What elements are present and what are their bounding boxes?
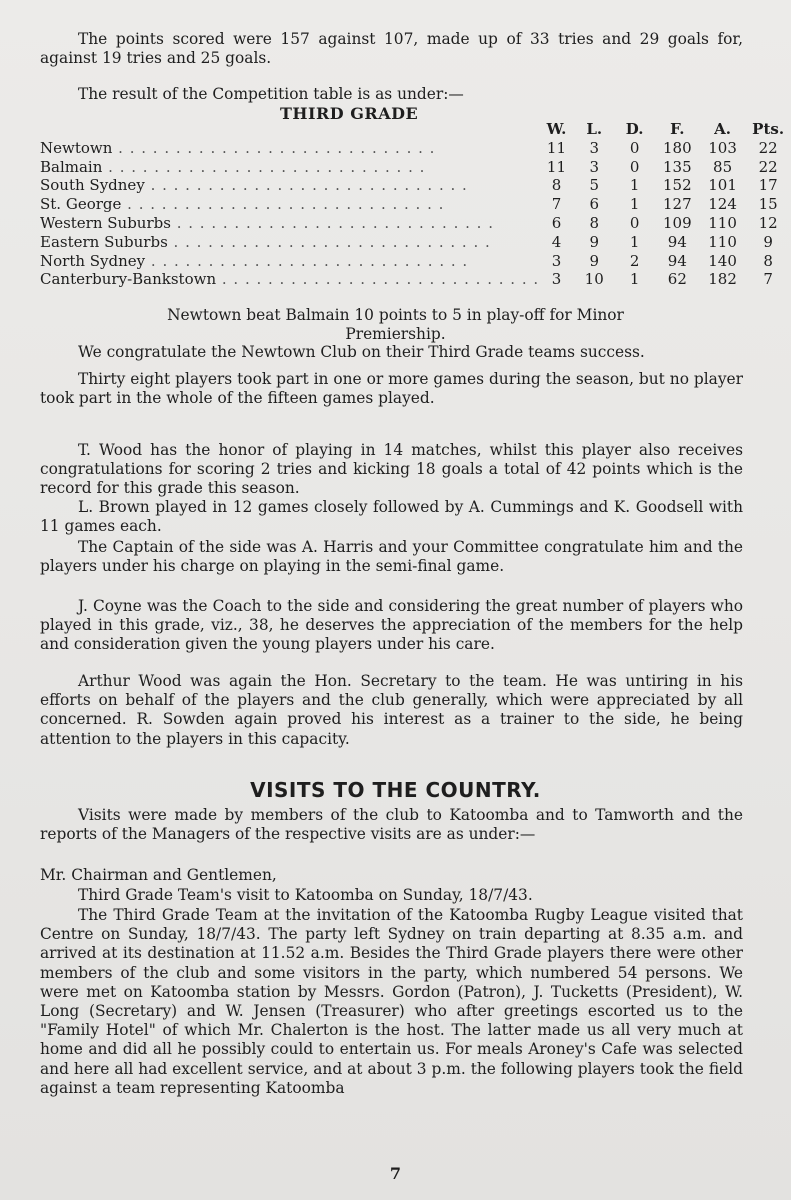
stat-cell-f: 135 bbox=[663, 157, 692, 176]
team-name: Balmain bbox=[40, 157, 103, 176]
header-drawn: D. bbox=[625, 120, 644, 138]
leader-dots: . . . . . . . . . . . . . . . . . . . . . . . . . . . . bbox=[121, 195, 445, 214]
stat-cell-l: 3 bbox=[589, 157, 599, 176]
leader-dots: . . . . . . . . . . . . . . . . . . . . . . . . . . . . bbox=[102, 157, 426, 176]
stat-cell-f: 94 bbox=[667, 232, 687, 251]
paragraph-coach: J. Coyne was the Coach to the side and considering the great number of players who played in this grade, viz., 38, he deserves the appreciation of the members for the help and consideration given the young players under his care. bbox=[40, 597, 743, 654]
leader-dots: . . . . . . . . . . . . . . . . . . . . . . . . . . . . bbox=[167, 232, 491, 251]
visits-heading: VISITS TO THE COUNTRY. bbox=[250, 778, 541, 802]
stat-cell-l: 8 bbox=[589, 213, 599, 232]
stat-cell-f: 62 bbox=[667, 270, 687, 289]
visits-subtitle: Third Grade Team's visit to Katoomba on Sunday, 18/7/43. bbox=[78, 886, 533, 904]
header-won: W. bbox=[546, 120, 567, 138]
stat-cell-f: 127 bbox=[663, 195, 692, 214]
leader-dots: . . . . . . . . . . . . . . . . . . . . . . . . . . . . bbox=[112, 138, 436, 157]
stat-cell-f: 152 bbox=[663, 176, 692, 195]
table-row bbox=[40, 252, 791, 271]
team-name: Western Suburbs bbox=[40, 213, 171, 232]
stat-cell-d: 2 bbox=[629, 251, 640, 270]
stat-cell-d: 0 bbox=[629, 138, 640, 157]
leader-dots: . . . . . . . . . . . . . . . . . . . . . . . . . . . . bbox=[170, 213, 494, 232]
stat-cell-w: 4 bbox=[551, 232, 562, 251]
team-name-cell bbox=[40, 214, 539, 233]
table-body bbox=[40, 139, 791, 289]
table-row bbox=[40, 233, 791, 252]
paragraph-players-count: Thirty eight players took part in one or more games during the season, but no player took part in the whole of the fifteen games played. bbox=[40, 370, 743, 408]
visits-salutation: Mr. Chairman and Gentlemen, bbox=[40, 866, 277, 884]
stat-cell-pts: 7 bbox=[763, 270, 773, 289]
stat-cell-d: 1 bbox=[629, 195, 640, 214]
table-header-row bbox=[40, 120, 791, 139]
team-name: Eastern Suburbs bbox=[40, 232, 168, 251]
stat-cell-d: 1 bbox=[629, 176, 640, 195]
table-row bbox=[40, 176, 791, 195]
intro-points-paragraph: The points scored were 157 against 107, made up of 33 tries and 29 goals for, against 19 tries and 25 goals. bbox=[40, 30, 743, 67]
leader-dots: . . . . . . . . . . . . . . . . . . . . . . . . . . . . bbox=[216, 270, 540, 289]
stat-cell-l: 10 bbox=[584, 270, 604, 289]
stat-cell-d: 1 bbox=[629, 270, 640, 289]
stat-cell-a: 85 bbox=[713, 157, 733, 176]
stat-cell-a: 103 bbox=[708, 138, 737, 157]
leader-dots: . . . . . . . . . . . . . . . . . . . . . . . . . . . . bbox=[145, 251, 469, 270]
team-name: Newtown bbox=[40, 138, 113, 157]
stat-cell-d: 0 bbox=[629, 157, 640, 176]
stat-cell-d: 1 bbox=[629, 232, 640, 251]
stat-cell-l: 9 bbox=[589, 251, 599, 270]
stat-cell-l: 5 bbox=[589, 176, 599, 195]
table-row bbox=[40, 214, 791, 233]
team-name-cell bbox=[40, 252, 539, 271]
competition-table bbox=[40, 120, 791, 289]
paragraph-t-wood: T. Wood has the honor of playing in 14 matches, whilst this player also receives congratulations for scoring 2 tries and kicking 18 goals a total of 42 points which is the record for this grade this season. bbox=[40, 441, 743, 498]
visits-body: The Third Grade Team at the invitation of the Katoomba Rugby League visited that Centre on Sunday, 18/7/43. The party left Sydney on train departing at 8.35 a.m. and arrived at its destination at 11.52 a.m. Besides the Third Grade players there were other members of the club and some visitors in the party, which numbered 54 persons. We were met on Katoomba station by Messrs. Gordon (Patron), J. Tucketts (President), W. Long (Secretary) and W. Jensen (Treasurer) who after greetings escorted us to the "Family Hotel" of which Mr. Chalerton is the host. The latter made us all very much at home and did all he possibly could to entertain us. For meals Aroney's Cafe was selected and here all had excellent service, and at about 3 p.m. the following players took the field against a team representing Katoomba bbox=[40, 906, 743, 1097]
stat-cell-a: 124 bbox=[708, 195, 737, 214]
stat-cell-pts: 22 bbox=[758, 138, 778, 157]
stat-cell-w: 7 bbox=[551, 195, 562, 214]
leader-dots: . . . . . . . . . . . . . . . . . . . . . . . . . . . . bbox=[144, 176, 468, 195]
stat-cell-w: 11 bbox=[546, 138, 567, 157]
header-against: A. bbox=[714, 120, 732, 138]
table-row bbox=[40, 270, 791, 289]
competition-table-title: THIRD GRADE bbox=[280, 104, 419, 123]
team-name-cell bbox=[40, 139, 539, 158]
team-name-cell bbox=[40, 270, 539, 289]
paragraph-l-brown: L. Brown played in 12 games closely followed by A. Cummings and K. Goodsell with 11 games each. bbox=[40, 498, 743, 536]
team-name-cell bbox=[40, 195, 539, 214]
stat-cell-f: 94 bbox=[667, 251, 687, 270]
stat-cell-f: 109 bbox=[663, 213, 692, 232]
intro-table-lead: The result of the Competition table is as under:— bbox=[78, 85, 464, 103]
stat-cell-l: 6 bbox=[589, 195, 599, 214]
stat-cell-a: 140 bbox=[708, 251, 737, 270]
playoff-note: Newtown beat Balmain 10 points to 5 in play-off for Minor Premiership. bbox=[167, 306, 624, 344]
stat-cell-w: 3 bbox=[551, 251, 562, 270]
header-for: F. bbox=[670, 120, 685, 138]
paragraph-congratulate: We congratulate the Newtown Club on their Third Grade teams success. bbox=[78, 343, 645, 361]
stat-cell-l: 9 bbox=[589, 232, 599, 251]
table-row bbox=[40, 195, 791, 214]
stat-cell-pts: 17 bbox=[758, 176, 778, 195]
stat-cell-a: 182 bbox=[708, 270, 737, 289]
team-name-cell bbox=[40, 176, 539, 195]
table-row bbox=[40, 158, 791, 177]
stat-cell-pts: 22 bbox=[758, 157, 778, 176]
stat-cell-pts: 12 bbox=[758, 213, 778, 232]
stat-cell-f: 180 bbox=[663, 138, 692, 157]
stat-cell-pts: 15 bbox=[758, 195, 778, 214]
paragraph-secretary: Arthur Wood was again the Hon. Secretary to the team. He was untiring in his efforts on behalf of the players and the club generally, which were appreciated by all concerned. R. Sowden again proved his interest as a trainer to the side, he being attention to the players in this capacity. bbox=[40, 672, 743, 748]
stat-cell-w: 8 bbox=[551, 176, 562, 195]
stat-cell-a: 110 bbox=[708, 232, 737, 251]
stat-cell-w: 11 bbox=[546, 157, 567, 176]
stat-cell-d: 0 bbox=[629, 213, 640, 232]
team-name: St. George bbox=[40, 195, 122, 214]
paragraph-captain: The Captain of the side was A. Harris and your Committee congratulate him and the players under his charge on playing in the semi-final game. bbox=[40, 538, 743, 576]
header-lost: L. bbox=[586, 120, 603, 138]
stat-cell-a: 110 bbox=[708, 213, 737, 232]
stat-cell-w: 6 bbox=[551, 213, 562, 232]
header-team bbox=[40, 120, 539, 139]
visits-intro: Visits were made by members of the club to Katoomba and to Tamworth and the reports of the Managers of the respective visits are as under:— bbox=[40, 806, 743, 844]
stat-cell-l: 3 bbox=[589, 138, 599, 157]
team-name: North Sydney bbox=[40, 251, 146, 270]
header-points: Pts. bbox=[752, 120, 785, 138]
team-name-cell bbox=[40, 158, 539, 177]
stat-cell-pts: 8 bbox=[763, 251, 773, 270]
team-name: Canterbury-Bankstown bbox=[40, 270, 217, 289]
table-row bbox=[40, 139, 791, 158]
stat-cell-w: 3 bbox=[551, 270, 562, 289]
page-number: 7 bbox=[389, 1164, 402, 1183]
stat-cell-a: 101 bbox=[708, 176, 737, 195]
team-name-cell bbox=[40, 233, 539, 252]
stat-cell-pts: 9 bbox=[763, 232, 773, 251]
team-name: South Sydney bbox=[40, 176, 145, 195]
